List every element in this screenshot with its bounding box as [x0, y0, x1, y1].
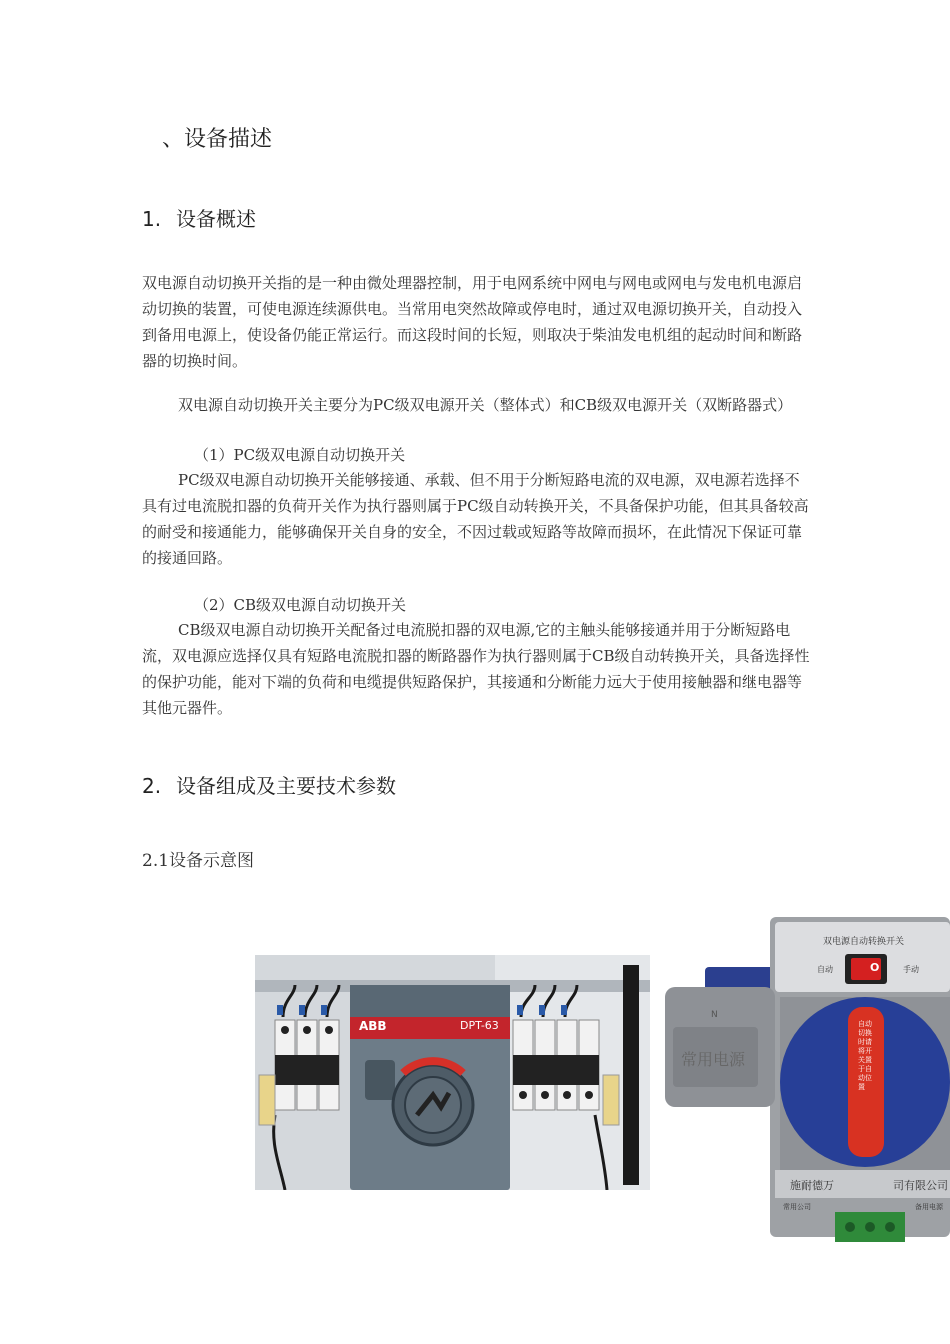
section2-subtitle: 2.1设备示意图	[142, 851, 255, 871]
left-block-letter: N	[711, 1010, 718, 1020]
handle-text: 自动切换时请将开关置于自动位置	[858, 1020, 872, 1091]
section1-paragraph1: 双电源自动切换开关指的是一种由微处理器控制，用于电网系统中网电与网电或网电与发电机电源启动切换的装置，可使电源连续源供电。当常用电突然故障或停电时，通过双电源切换开关，自动投入到备用电源上，使设备仍能正常运行。而这段时间的长短，则取决于柴油发电机组的起动时间和断路器的切换时间。	[142, 274, 803, 370]
section2-heading	[142, 770, 396, 799]
switch-header-text: 双电源自动转换开关	[823, 937, 905, 947]
auto-label: 自动	[817, 965, 833, 974]
section1-number: 1.	[142, 207, 162, 231]
section2-number: 2.	[142, 774, 162, 798]
abb-logo-text: ABB	[359, 1019, 387, 1033]
section2-title: 设备组成及主要技术参数	[176, 774, 396, 798]
manual-label: 手动	[903, 965, 919, 974]
abb-switch-image	[255, 955, 650, 1190]
footer-text-right: 司有限公司	[893, 1179, 948, 1192]
abb-switch-illustration	[255, 955, 650, 1190]
bottom-left-label: 常用公司	[783, 1203, 811, 1211]
section1-paragraph2: 双电源自动切换开关主要分为PC级双电源开关（整体式）和CB级双电源开关（双断路器式）	[178, 396, 793, 414]
power-switch-label: O	[870, 961, 880, 974]
section1-heading	[142, 203, 256, 232]
bottom-right-label: 备用电源	[915, 1203, 943, 1211]
subsection2-title: （2）CB级双电源自动切换开关	[194, 596, 407, 614]
subsection2-body: CB级双电源自动切换开关配备过电流脱扣器的双电源,它的主触头能够接通并用于分断短路电流，双电源应选择仅具有短路电流脱扣器的断路器作为执行器则属于CB级自动转换开关，具备选择性的保护功能，能对下端的负荷和电缆提供短路保护，其接通和分断能力远大于使用接触器和继电器等其他元器件。	[142, 621, 810, 717]
section-heading: 、设备描述	[162, 127, 273, 152]
transfer-switch-illustration	[665, 912, 950, 1247]
subsection1-body: PC级双电源自动切换开关能够接通、承载、但不用于分断短路电流的双电源，双电源若选择不具有过电流脱扣器的负荷开关作为执行器则属于PC级自动转换开关，不具备保护功能，但其具备较高的耐受和接通能力，能够确保开关自身的安全，不因过载或短路等故障而损坏，在此情况下保证可靠的接通回路。	[142, 471, 809, 567]
subsection1-title: （1）PC级双电源自动切换开关	[194, 446, 406, 464]
section1-title: 设备概述	[176, 207, 256, 231]
left-block-text: 常用电源	[681, 1050, 746, 1069]
abb-model-text: DPT-63	[460, 1019, 499, 1032]
transfer-switch-image	[665, 912, 950, 1247]
footer-text-left: 施耐德万	[790, 1179, 834, 1192]
